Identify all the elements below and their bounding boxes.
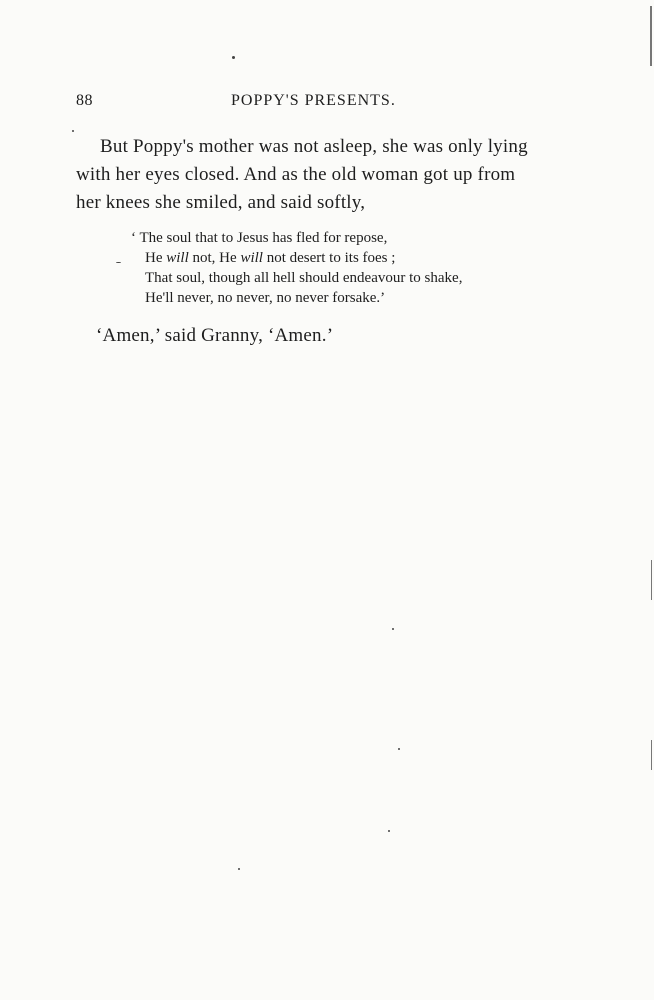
scan-speck — [116, 262, 121, 263]
verse-line-4: He'll never, no never, no never forsake.’ — [145, 290, 386, 306]
verse-line-2-suffix: not desert to its foes ; — [262, 250, 396, 266]
page-number: 88 — [76, 92, 93, 109]
closing-line: ‘Amen,’ said Granny, ‘Amen.’ — [96, 325, 334, 346]
page-edge-mark — [650, 6, 652, 66]
scan-speck — [388, 830, 390, 832]
verse-line-2-prefix: He — [145, 250, 167, 266]
verse-line-2-mid: not, He — [188, 250, 241, 266]
page-header — [76, 92, 580, 116]
verse-line-1: ‘ The soul that to Jesus has fled for repose, — [131, 230, 388, 246]
body-line-3: her knees she smiled, and said softly, — [76, 192, 366, 213]
body-line-2: with her eyes closed. And as the old woman got up from — [76, 164, 516, 185]
verse-emphasis-2: will — [240, 250, 263, 266]
scan-speck — [238, 868, 240, 870]
verse-emphasis-1: will — [166, 250, 189, 266]
verse-line-3: That soul, though all hell should endeavour to shake, — [145, 270, 463, 286]
running-title: POPPY'S PRESENTS. — [231, 92, 396, 109]
scan-speck — [72, 130, 74, 132]
scan-speck — [398, 748, 400, 750]
hymn-verse — [131, 228, 462, 308]
scan-speck — [392, 628, 394, 630]
body-line-1: But Poppy's mother was not asleep, she was only lying — [100, 136, 528, 157]
scan-speck — [232, 56, 235, 59]
verse-line-2 — [131, 248, 462, 268]
page-edge-mark — [651, 740, 652, 770]
page-edge-mark — [651, 560, 652, 600]
